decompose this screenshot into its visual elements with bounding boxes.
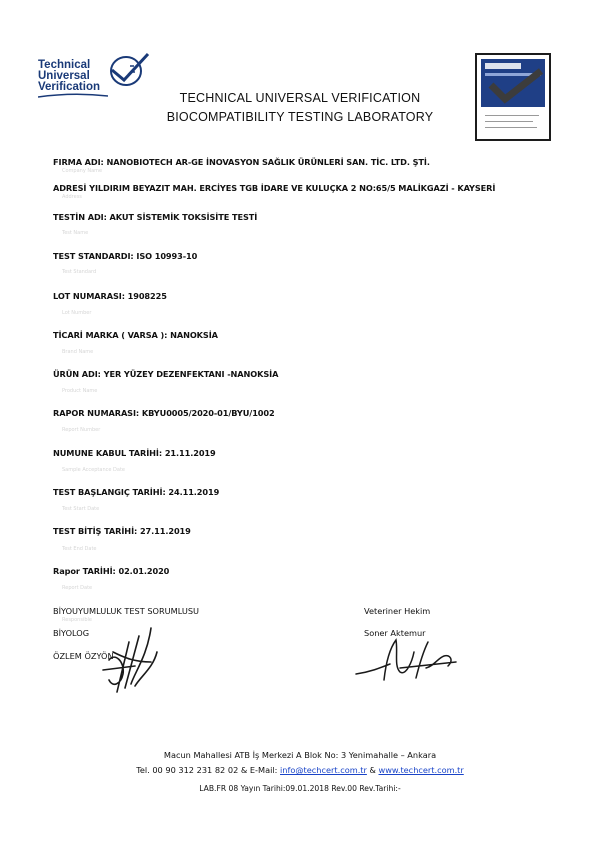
checkmark-circle-logo-icon: [100, 50, 150, 88]
left-signature: [95, 622, 165, 694]
faint-label: Report Date: [62, 585, 93, 591]
field-label: NUMUNE KABUL TARİHİ:: [53, 448, 163, 458]
right-signatory-title: Veteriner Hekim: [364, 606, 431, 616]
field-test-start-date: [53, 487, 219, 497]
faint-label: Test End Date: [62, 546, 97, 552]
faint-label: Report Number: [62, 427, 101, 433]
badge-emblem: [481, 59, 545, 107]
right-signatory-name: Soner Aktemur: [364, 628, 426, 638]
field-label: LOT NUMARASI:: [53, 291, 125, 301]
field-test-end-date: [53, 526, 191, 536]
field-value: YER YÜZEY DEZENFEKTANI -NANOKSİA: [103, 369, 279, 379]
field-brand-name: [53, 330, 218, 340]
left-signatory-title: BİYOUYUMLULUK TEST SORUMLUSU: [53, 606, 200, 616]
field-test-name: [53, 212, 257, 222]
field-value: YILDIRIM BEYAZIT MAH. ERCİYES TGB İDARE VE KULUÇKA 2 NO:65/5 MALİKGAZİ - KAYSERİ: [89, 183, 496, 193]
field-test-standard: [53, 251, 197, 261]
field-label: TEST STANDARDI:: [53, 251, 134, 261]
field-label: FIRMA ADI:: [53, 157, 104, 167]
document-title-line-1: TECHNICAL UNIVERSAL VERIFICATION: [179, 91, 421, 105]
footer-tel: Tel. 00 90 312 231 82 02 & E-Mail:: [136, 765, 278, 775]
accreditation-badge: [475, 53, 551, 141]
field-value: AKUT SİSTEMİK TOKSİSİTE TESTİ: [109, 212, 258, 222]
field-label: RAPOR NUMARASI:: [53, 408, 140, 418]
field-value: 1908225: [127, 291, 167, 301]
left-signatory-name: ÖZLEM ÖZYÖN: [53, 651, 114, 661]
faint-label: Sample Acceptance Date: [62, 467, 125, 473]
faint-label: Product Name: [62, 388, 98, 394]
field-value: NANOBIOTECH AR-GE İNOVASYON SAĞLIK ÜRÜNLERİ SAN. TİC. LTD. ŞTİ.: [106, 157, 430, 167]
field-value: 21.11.2019: [164, 448, 216, 458]
field-sample-acceptance-date: [53, 448, 216, 458]
badge-checkmark-icon: [481, 59, 545, 107]
field-lot-number: [53, 291, 167, 301]
field-value: 24.11.2019: [168, 487, 220, 497]
document-title-line-2: BIOCOMPATIBILITY TESTING LABORATORY: [166, 110, 434, 124]
right-signature: [350, 622, 460, 688]
email-link[interactable]: info@techcert.com.tr: [280, 765, 367, 775]
faint-label: Test Name: [62, 230, 89, 236]
field-value: NANOKSİA: [170, 330, 218, 340]
field-address: [53, 183, 495, 193]
field-company-name: [53, 157, 430, 167]
field-label: ÜRÜN ADI:: [53, 369, 101, 379]
field-report-date: [53, 566, 169, 576]
faint-label: Test Standard: [62, 269, 97, 275]
left-signatory-role: BİYOLOG: [53, 628, 90, 638]
logo-line-2: Universal: [38, 70, 90, 82]
website-link[interactable]: www.techcert.com.tr: [378, 765, 464, 775]
field-value: 02.01.2020: [118, 566, 170, 576]
field-value: 27.11.2019: [139, 526, 191, 536]
faint-label: Brand Name: [62, 349, 94, 355]
faint-label: Address: [62, 194, 82, 200]
footer-amp: &: [369, 765, 376, 775]
field-label: TESTİN ADI:: [53, 212, 107, 222]
field-label: Rapor TARİHİ:: [53, 566, 116, 576]
logo-line-3: Verification: [38, 81, 100, 93]
faint-label: Lot Number: [62, 310, 92, 316]
form-code: LAB.FR 08 Yayın Tarihi:09.01.2018 Rev.00 Rev.Tarihi:-: [199, 784, 401, 793]
field-product-name: [53, 369, 278, 379]
field-label: TEST BİTİŞ TARİHİ:: [53, 526, 138, 536]
field-value: ISO 10993-10: [136, 251, 198, 261]
field-label: ADRESİ: [53, 183, 87, 193]
faint-label: Company Name: [62, 168, 103, 174]
faint-label: Test Start Date: [62, 506, 100, 512]
footer-address: Macun Mahallesi ATB İş Merkezi A Blok No: 3 Yenimahalle – Ankara: [163, 750, 437, 760]
logo-line-1: Technical: [38, 59, 91, 71]
field-value: KBYU0005/2020-01/BYU/1002: [141, 408, 275, 418]
field-label: TİCARİ MARKA ( VARSA ):: [53, 330, 168, 340]
faint-label: Responsible: [62, 617, 92, 623]
field-report-number: [53, 408, 275, 418]
footer-contact: [0, 765, 600, 775]
field-label: TEST BAŞLANGIÇ TARİHİ:: [53, 487, 166, 497]
